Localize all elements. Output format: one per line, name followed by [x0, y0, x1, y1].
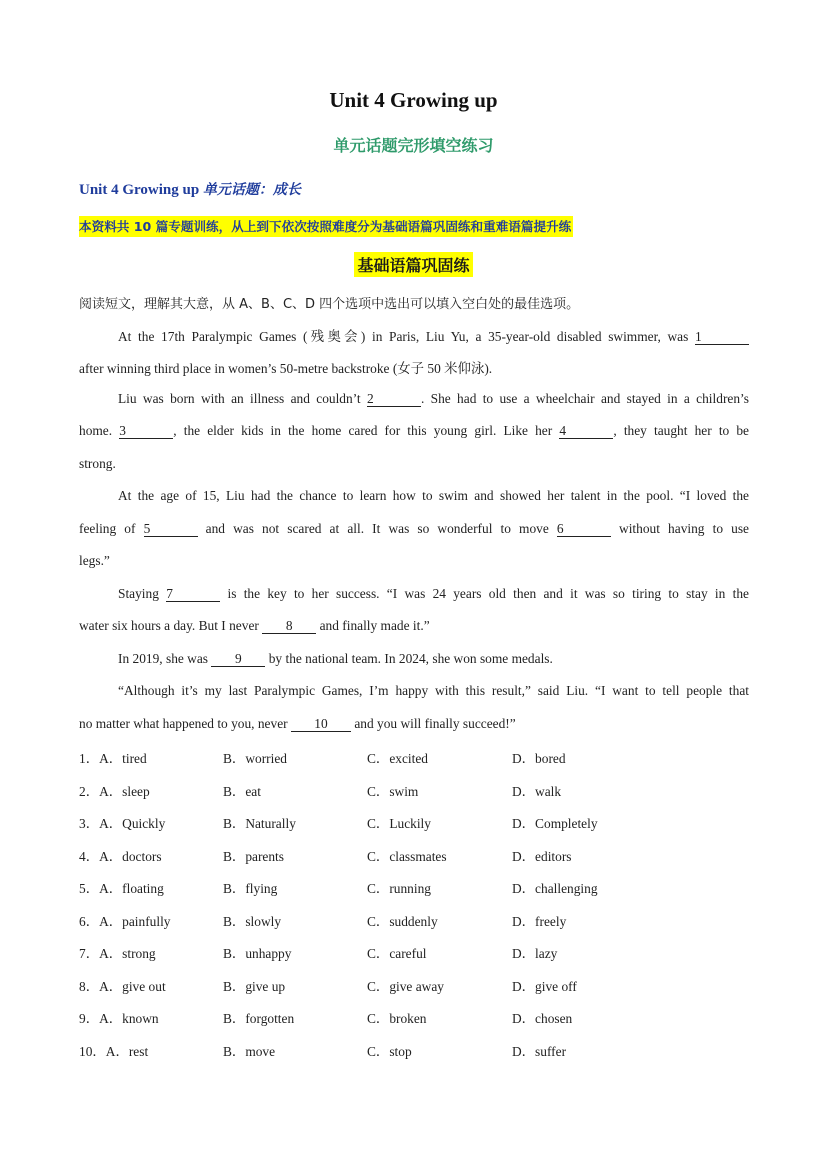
page-title: Unit 4 Growing up [329, 88, 498, 112]
passage-line [79, 521, 749, 537]
passage-text: , they taught her to be [613, 423, 749, 438]
passage-line: At the age of 15, Liu had the chance to learn how to swim and showed her talent in the pool. “I loved the [118, 488, 749, 503]
option-row [79, 976, 749, 994]
option-b: B．forgotten [223, 1011, 295, 1026]
passage-text: and finally made it.” [319, 618, 430, 633]
passage-text: . She had to use a wheelchair and stayed in a children’s [420, 391, 749, 406]
passage-line [79, 618, 749, 634]
unit-topic [79, 179, 301, 199]
passage-line: after winning third place in women’s 50-metre backstroke (女子 50 米仰泳). [79, 361, 493, 376]
option-row [79, 1008, 749, 1026]
option-b: B．move [223, 1044, 276, 1059]
option-d: D．suffer [512, 1044, 567, 1059]
option-c: C．suddenly [367, 914, 438, 929]
passage-line: legs.” [79, 553, 110, 568]
option-d: D．editors [512, 849, 572, 864]
option-c: C．Luckily [367, 816, 431, 831]
passage-text: home. [79, 423, 113, 438]
option-row [79, 878, 749, 896]
passage-line [79, 423, 749, 439]
passage-text: by the national team. In 2024, she won some medals. [268, 651, 553, 666]
option-a: 9．A．known [79, 1011, 159, 1026]
option-a: 3．A．Quickly [79, 816, 166, 831]
option-d: D．chosen [512, 1011, 573, 1026]
highlight-notice: 本资料共 10 篇专题训练，从上到下依次按照难度分为基础语篇巩固练和重难语篇提升练 [79, 216, 573, 237]
option-c: C．stop [367, 1044, 412, 1059]
unit-topic-en: Unit 4 Growing up [79, 182, 203, 198]
passage-line: “Although it’s my last Paralympic Games, I’m happy with this result,” said Liu. “I want to tell people that [118, 683, 749, 698]
option-row [79, 846, 749, 864]
option-a: 2．A．sleep [79, 784, 150, 799]
option-a: 7．A．strong [79, 946, 156, 961]
option-c: C．swim [367, 784, 419, 799]
option-b: B．Naturally [223, 816, 296, 831]
passage-text: no matter what happened to you, never [79, 716, 288, 731]
blank-8: 8 [262, 619, 316, 634]
passage-text: At the 17th Paralympic Games (残奥会) in Paris, Liu Yu, a 35-year-old disabled swimmer, was [118, 329, 689, 344]
option-d: D．challenging [512, 881, 598, 896]
passage-text: feeling of [79, 521, 136, 536]
passage-line [79, 326, 749, 345]
blank-9: 9 [211, 652, 265, 667]
blank-1: 1 [695, 330, 749, 345]
blank-3: 3 [119, 424, 173, 439]
option-c: C．classmates [367, 849, 447, 864]
passage-text: and you will finally succeed!” [354, 716, 516, 731]
option-b: B．flying [223, 881, 278, 896]
passage-text: , the elder kids in the home cared for this young girl. Like her [173, 423, 553, 438]
passage-text: In 2019, she was [118, 651, 209, 666]
option-b: B．unhappy [223, 946, 292, 961]
option-a: 6．A．painfully [79, 914, 171, 929]
blank-2: 2 [367, 392, 421, 407]
option-row [79, 748, 749, 766]
passage-text: is the key to her success. “I was 24 years old then and it was so tiring to stay in the [227, 586, 749, 601]
option-row [79, 943, 749, 961]
passage-line [79, 586, 749, 602]
instructions: 阅读短文，理解其大意，从 A、B、C、D 四个选项中选出可以填入空白处的最佳选项。 [79, 297, 580, 312]
passage-line [79, 391, 749, 407]
option-a: 8．A．give out [79, 979, 166, 994]
option-c: C．excited [367, 751, 428, 766]
option-d: D．lazy [512, 946, 558, 961]
option-b: B．slowly [223, 914, 282, 929]
option-row [79, 911, 749, 929]
blank-10: 10 [291, 717, 351, 732]
option-d: D．walk [512, 784, 562, 799]
option-a: 4．A．doctors [79, 849, 162, 864]
section-heading [0, 252, 827, 277]
blank-6: 6 [557, 522, 611, 537]
option-d: D．bored [512, 751, 566, 766]
option-d: D．give off [512, 979, 577, 994]
option-b: B．give up [223, 979, 286, 994]
option-row [79, 1041, 749, 1059]
blank-4: 4 [559, 424, 613, 439]
passage-text: and was not scared at all. It was so wonderful to move [205, 521, 549, 536]
option-a: 10．A．rest [79, 1044, 149, 1059]
passage-text: water six hours a day. But I never [79, 618, 259, 633]
blank-5: 5 [144, 522, 198, 537]
option-row [79, 781, 749, 799]
option-d: D．freely [512, 914, 567, 929]
passage-line: strong. [79, 456, 116, 471]
option-c: C．give away [367, 979, 444, 994]
option-b: B．eat [223, 784, 261, 799]
section-heading-text: 基础语篇巩固练 [354, 252, 472, 277]
option-c: C．careful [367, 946, 427, 961]
option-a: 1．A．tired [79, 751, 147, 766]
option-c: C．running [367, 881, 431, 896]
passage-text: Liu was born with an illness and couldn’t [118, 391, 361, 406]
page-subtitle: 单元话题完形填空练习 [333, 136, 494, 155]
unit-topic-cn: 单元话题：成长 [202, 182, 301, 198]
blank-7: 7 [166, 587, 220, 602]
option-row [79, 813, 749, 831]
option-d: D．Completely [512, 816, 598, 831]
passage-text: Staying [118, 586, 159, 601]
passage-line [79, 716, 749, 732]
option-c: C．broken [367, 1011, 427, 1026]
option-b: B．parents [223, 849, 284, 864]
passage-text: without having to use [619, 521, 749, 536]
passage-line [79, 651, 749, 667]
option-a: 5．A．floating [79, 881, 164, 896]
option-b: B．worried [223, 751, 287, 766]
